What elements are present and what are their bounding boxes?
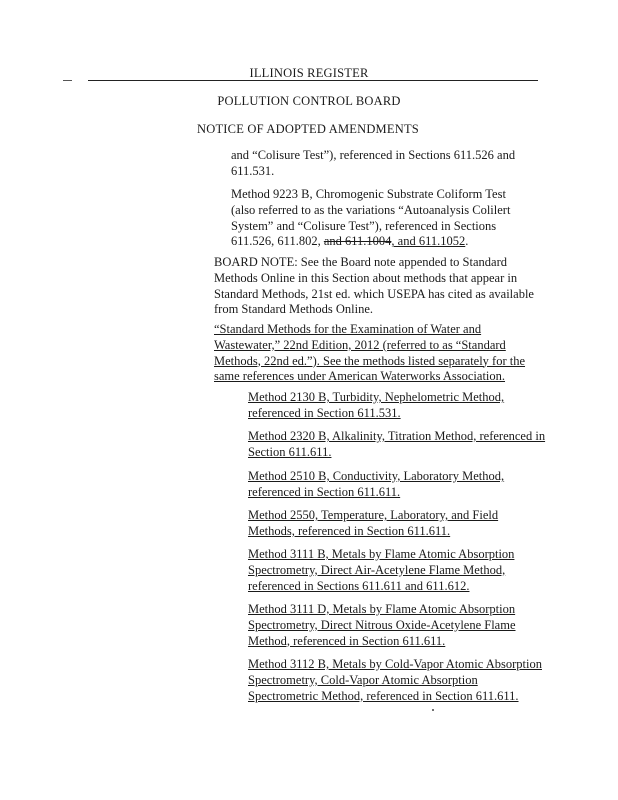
- method-entry: [248, 429, 545, 461]
- added-text: , and 611.1052: [391, 234, 466, 249]
- method-entry: [248, 508, 498, 540]
- method-entry: [248, 469, 504, 501]
- text-line: Spectrometric Method, referenced in Section 611.611.: [248, 688, 519, 703]
- text-line: Methods, referenced in Section 611.611.: [248, 523, 451, 538]
- deleted-text: and 611.1004: [323, 234, 392, 249]
- text-line: 611.531.: [231, 163, 275, 178]
- method-entry: [248, 390, 504, 422]
- text-line: Method 2320 B, Alkalinity, Titration Method, referenced in: [248, 429, 546, 443]
- text-segment: .: [465, 234, 469, 249]
- text-line: BOARD NOTE: See the Board note appended to Standard: [214, 255, 507, 269]
- text-segment: 611.526, 611.802,: [231, 234, 324, 249]
- text-line: Method 2550, Temperature, Laboratory, and Field: [248, 508, 499, 522]
- board-note-paragraph: [214, 255, 534, 318]
- text-line: Section 611.611.: [248, 444, 332, 459]
- text-line: Method 2130 B, Turbidity, Nephelometric Method,: [248, 390, 505, 404]
- text-line: referenced in Sections 611.611 and 611.612.: [248, 578, 470, 593]
- method-entry: [248, 547, 514, 594]
- text-line: Method, referenced in Section 611.611.: [248, 633, 446, 648]
- text-line: Methods, 22nd ed.”). See the methods listed separately for the: [214, 353, 526, 368]
- text-line: Method 9223 B, Chromogenic Substrate Coliform Test: [231, 187, 506, 201]
- text-line: Method 3111 B, Metals by Flame Atomic Absorption: [248, 547, 515, 561]
- standard-methods-paragraph: [214, 322, 525, 385]
- text-line: same references under American Waterworks Association.: [214, 369, 506, 384]
- scan-speck: [432, 709, 434, 711]
- text-line: Spectrometry, Direct Nitrous Oxide-Acetylene Flame: [248, 617, 516, 632]
- method-9223-paragraph: [231, 187, 510, 250]
- register-title: ILLINOIS REGISTER: [249, 66, 369, 80]
- text-line: Method 3111 D, Metals by Flame Atomic Absorption: [248, 602, 516, 616]
- text-line: [231, 234, 510, 250]
- notice-title: NOTICE OF ADOPTED AMENDMENTS: [197, 122, 419, 136]
- text-line: Spectrometry, Cold-Vapor Atomic Absorption: [248, 672, 478, 687]
- text-line: Spectrometry, Direct Air-Acetylene Flame Method,: [248, 562, 506, 577]
- text-line: referenced in Section 611.611.: [248, 484, 401, 499]
- text-line: Methods Online in this Section about methods that appear in: [214, 270, 518, 285]
- method-entry: [248, 657, 542, 704]
- board-title: POLLUTION CONTROL BOARD: [217, 94, 401, 108]
- text-line: (also referred to as the variations “Autoanalysis Colilert: [231, 202, 511, 217]
- text-line: Method 2510 B, Conductivity, Laboratory Method,: [248, 469, 505, 483]
- text-line: referenced in Section 611.531.: [248, 405, 401, 420]
- text-line: Wastewater,” 22nd Edition, 2012 (referred to as “Standard: [214, 337, 506, 352]
- text-line: System” and “Colisure Test”), referenced in Sections: [231, 218, 497, 233]
- text-line: Standard Methods, 21st ed. which USEPA has cited as available: [214, 286, 534, 301]
- text-line: and “Colisure Test”), referenced in Sections 611.526 and: [231, 148, 516, 162]
- text-line: “Standard Methods for the Examination of Water and: [214, 322, 482, 336]
- text-line: Method 3112 B, Metals by Cold-Vapor Atomic Absorption: [248, 657, 542, 671]
- text-line: from Standard Methods Online.: [214, 302, 374, 317]
- continuation-paragraph: [231, 148, 515, 180]
- method-entry: [248, 602, 516, 649]
